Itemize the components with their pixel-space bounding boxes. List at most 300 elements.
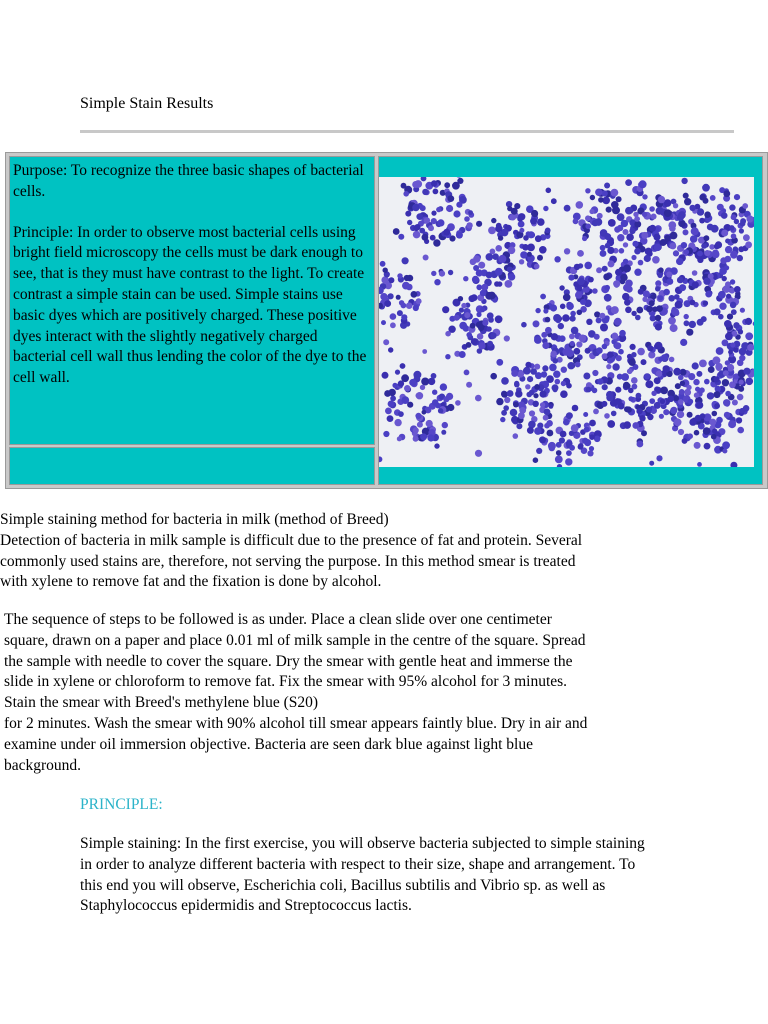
coccus-cell bbox=[560, 431, 567, 438]
purpose-principle-cell bbox=[9, 156, 375, 445]
coccus-cell bbox=[586, 387, 592, 393]
coccus-cell bbox=[405, 211, 411, 217]
coccus-cell bbox=[642, 297, 647, 302]
coccus-cell bbox=[384, 390, 391, 397]
coccus-cell bbox=[654, 377, 661, 384]
coccus-cell bbox=[655, 323, 662, 330]
coccus-cell bbox=[401, 183, 407, 189]
coccus-cell bbox=[549, 404, 554, 409]
coccus-cell bbox=[414, 180, 422, 188]
coccus-cell bbox=[431, 271, 436, 276]
coccus-cell bbox=[466, 382, 472, 388]
coccus-cell bbox=[688, 373, 695, 380]
coccus-cell bbox=[658, 295, 663, 300]
coccus-cell bbox=[734, 219, 739, 224]
coccus-cell bbox=[604, 413, 610, 419]
coccus-cell bbox=[645, 248, 653, 256]
coccus-cell bbox=[475, 450, 482, 457]
coccus-cell bbox=[584, 427, 590, 433]
coccus-cell bbox=[495, 315, 503, 323]
coccus-cell bbox=[525, 384, 530, 389]
coccus-cell bbox=[511, 370, 518, 377]
coccus-cell bbox=[712, 428, 717, 433]
coccus-cell bbox=[427, 434, 434, 441]
coccus-cell bbox=[561, 381, 566, 386]
coccus-cell bbox=[463, 276, 468, 281]
coccus-cell bbox=[476, 284, 482, 290]
principle-line: this end you will observe, Escherichia coli, Bacillus subtilis and Vibrio sp. as well as bbox=[80, 876, 606, 894]
coccus-cell bbox=[543, 415, 549, 421]
coccus-cell bbox=[437, 219, 444, 226]
coccus-cell bbox=[693, 379, 699, 385]
coccus-cell bbox=[541, 371, 547, 377]
coccus-cell bbox=[522, 244, 529, 251]
coccus-cell bbox=[663, 365, 670, 372]
coccus-cell bbox=[684, 249, 689, 254]
coccus-cell bbox=[724, 412, 730, 418]
coccus-cell bbox=[599, 313, 605, 319]
coccus-cell bbox=[540, 391, 547, 398]
coccus-cell bbox=[704, 379, 710, 385]
coccus-cell bbox=[476, 269, 483, 276]
coccus-cell bbox=[545, 228, 551, 234]
coccus-cell bbox=[552, 384, 559, 391]
coccus-cell bbox=[535, 308, 540, 313]
coccus-cell bbox=[513, 402, 519, 408]
coccus-cell bbox=[383, 339, 389, 345]
coccus-cell bbox=[639, 180, 647, 188]
coccus-cell bbox=[411, 291, 418, 298]
coccus-cell bbox=[658, 356, 663, 361]
coccus-cell bbox=[546, 420, 553, 427]
coccus-cell bbox=[634, 221, 641, 228]
coccus-cell bbox=[703, 301, 708, 306]
coccus-cell bbox=[692, 270, 698, 276]
coccus-cell bbox=[456, 232, 463, 239]
coccus-cell bbox=[675, 383, 681, 389]
coccus-cell bbox=[558, 323, 564, 329]
coccus-cell bbox=[636, 393, 642, 399]
coccus-cell bbox=[421, 177, 427, 181]
coccus-cell bbox=[471, 338, 478, 345]
coccus-cell bbox=[602, 353, 608, 359]
coccus-cell bbox=[619, 330, 626, 337]
coccus-cell bbox=[592, 388, 598, 394]
coccus-cell bbox=[739, 408, 745, 414]
coccus-cell bbox=[576, 341, 582, 347]
coccus-cell bbox=[434, 443, 439, 448]
coccus-cell bbox=[618, 349, 624, 355]
coccus-cell bbox=[577, 250, 584, 257]
coccus-cell bbox=[563, 294, 571, 302]
coccus-cell bbox=[729, 204, 735, 210]
coccus-cell bbox=[490, 373, 497, 380]
coccus-cell bbox=[731, 309, 737, 315]
coccus-cell bbox=[617, 374, 623, 380]
coccus-cell bbox=[546, 188, 552, 194]
coccus-cell bbox=[431, 180, 437, 186]
coccus-cell bbox=[382, 372, 389, 379]
coccus-cell bbox=[616, 355, 622, 361]
coccus-cell bbox=[631, 255, 636, 260]
coccus-cell bbox=[562, 348, 570, 356]
coccus-cell bbox=[703, 427, 711, 435]
coccus-cell bbox=[550, 304, 557, 311]
coccus-cell bbox=[587, 450, 593, 456]
coccus-cell bbox=[674, 294, 680, 300]
coccus-cell bbox=[684, 300, 691, 307]
coccus-cell bbox=[438, 408, 443, 413]
coccus-cell bbox=[381, 320, 386, 325]
coccus-cell bbox=[611, 333, 618, 340]
coccus-cell bbox=[608, 260, 615, 267]
coccus-cell bbox=[627, 369, 633, 375]
principle-heading: PRINCIPLE: bbox=[80, 796, 163, 813]
coccus-cell bbox=[544, 409, 551, 416]
coccus-cell bbox=[566, 302, 574, 310]
coccus-cell bbox=[630, 344, 636, 350]
coccus-cell bbox=[663, 289, 670, 296]
coccus-cell bbox=[753, 321, 754, 326]
coccus-cell bbox=[694, 392, 700, 398]
coccus-cell bbox=[602, 344, 608, 350]
coccus-cell bbox=[637, 441, 644, 448]
coccus-cell bbox=[573, 348, 580, 355]
coccus-cell bbox=[613, 280, 620, 287]
coccus-cell bbox=[627, 208, 633, 214]
coccus-cell bbox=[695, 387, 700, 392]
coccus-cell bbox=[472, 276, 479, 283]
coccus-cell bbox=[575, 362, 581, 368]
coccus-cell bbox=[413, 305, 419, 311]
coccus-cell bbox=[656, 207, 664, 215]
coccus-cell bbox=[681, 178, 687, 184]
coccus-cell bbox=[579, 335, 587, 343]
coccus-cell bbox=[687, 412, 693, 418]
coccus-cell bbox=[611, 189, 619, 197]
coccus-cell bbox=[553, 314, 561, 322]
coccus-cell bbox=[714, 391, 721, 398]
coccus-cell bbox=[589, 420, 596, 427]
coccus-cell bbox=[623, 421, 631, 429]
coccus-cell bbox=[677, 277, 684, 284]
coccus-cell bbox=[496, 359, 503, 366]
coccus-cell bbox=[663, 409, 669, 415]
coccus-cell bbox=[592, 288, 598, 294]
coccus-cell bbox=[577, 286, 583, 292]
coccus-cell bbox=[413, 436, 419, 442]
coccus-cell bbox=[739, 380, 744, 385]
coccus-cell bbox=[476, 312, 481, 317]
coccus-cell bbox=[400, 363, 406, 369]
coccus-cell bbox=[596, 267, 602, 273]
steps-line: Stain the smear with Breed's methylene blue (S20) bbox=[4, 694, 319, 712]
coccus-cell bbox=[397, 273, 402, 278]
coccus-cell bbox=[642, 194, 647, 199]
coccus-cell bbox=[694, 442, 701, 449]
coccus-cell bbox=[668, 317, 676, 325]
coccus-cell bbox=[722, 441, 730, 449]
coccus-cell bbox=[621, 274, 628, 281]
coccus-cell bbox=[623, 242, 628, 247]
coccus-cell bbox=[679, 284, 686, 291]
coccus-cell bbox=[683, 193, 689, 199]
coccus-cell bbox=[397, 436, 402, 441]
results-table bbox=[5, 152, 768, 489]
coccus-cell bbox=[560, 390, 568, 398]
coccus-cell bbox=[646, 406, 652, 412]
coccus-cell bbox=[562, 314, 570, 322]
coccus-cell bbox=[619, 248, 625, 254]
coccus-cell bbox=[714, 403, 720, 409]
coccus-cell bbox=[388, 277, 394, 283]
coccus-cell bbox=[604, 294, 612, 302]
coccus-cell bbox=[722, 276, 727, 281]
steps-line: square, drawn on a paper and place 0.01 ml of milk sample in the centre of the square. Spread bbox=[4, 631, 586, 649]
coccus-cell bbox=[458, 296, 463, 301]
coccus-cell bbox=[574, 264, 580, 270]
horizontal-rule bbox=[80, 130, 734, 133]
coccus-cell bbox=[383, 431, 389, 437]
coccus-cell bbox=[723, 285, 731, 293]
coccus-cell bbox=[723, 399, 730, 406]
coccus-cell bbox=[626, 286, 633, 293]
coccus-cell bbox=[398, 380, 404, 386]
coccus-cell bbox=[445, 354, 450, 359]
coccus-cell bbox=[518, 412, 525, 419]
coccus-cell bbox=[731, 233, 737, 239]
coccus-cell bbox=[470, 323, 476, 329]
coccus-cell bbox=[656, 455, 662, 461]
coccus-cell bbox=[725, 333, 733, 341]
coccus-cell bbox=[513, 433, 519, 439]
coccus-cell bbox=[561, 367, 567, 373]
coccus-cell bbox=[510, 214, 517, 221]
coccus-cell bbox=[384, 300, 391, 307]
coccus-cell bbox=[742, 203, 748, 209]
breed-line: with xylene to remove fat and the fixation is done by alcohol. bbox=[0, 573, 382, 591]
coccus-cell bbox=[573, 218, 579, 224]
coccus-cell bbox=[636, 408, 642, 414]
coccus-cell bbox=[535, 235, 542, 242]
coccus-cell bbox=[730, 462, 737, 467]
coccus-cell bbox=[583, 373, 590, 380]
coccus-cell bbox=[740, 221, 746, 227]
steps-section bbox=[4, 610, 684, 776]
coccus-cell bbox=[629, 228, 635, 234]
coccus-cell bbox=[668, 295, 675, 302]
coccus-cell bbox=[628, 359, 635, 366]
coccus-cell bbox=[631, 377, 638, 384]
coccus-cell bbox=[555, 456, 563, 464]
coccus-cell bbox=[575, 291, 582, 298]
coccus-cell bbox=[644, 255, 651, 262]
micrograph-of-stained-cocci-icon bbox=[379, 177, 754, 467]
coccus-cell bbox=[390, 322, 396, 328]
coccus-cell bbox=[521, 322, 527, 328]
coccus-cell bbox=[687, 433, 693, 439]
coccus-cell bbox=[737, 360, 744, 367]
coccus-cell bbox=[725, 239, 730, 244]
coccus-cell bbox=[507, 390, 514, 397]
coccus-cell bbox=[617, 213, 625, 221]
coccus-cell bbox=[712, 250, 719, 257]
coccus-cell bbox=[498, 255, 506, 263]
coccus-cell bbox=[611, 306, 619, 314]
coccus-cell bbox=[464, 312, 470, 318]
coccus-cell bbox=[689, 321, 696, 328]
coccus-cell bbox=[738, 386, 744, 392]
coccus-cell bbox=[616, 196, 622, 202]
coccus-cell bbox=[426, 420, 433, 427]
coccus-cell bbox=[380, 261, 386, 267]
coccus-cell bbox=[678, 375, 684, 381]
coccus-cell bbox=[566, 383, 572, 389]
coccus-cell bbox=[566, 450, 572, 456]
coccus-cell bbox=[733, 322, 739, 328]
coccus-cell bbox=[487, 326, 492, 331]
coccus-cell bbox=[596, 347, 603, 354]
coccus-cell bbox=[533, 320, 540, 327]
coccus-cell bbox=[527, 427, 534, 434]
coccus-cell bbox=[417, 422, 423, 428]
coccus-cell bbox=[644, 374, 650, 380]
coccus-cell bbox=[584, 262, 592, 270]
principle-section bbox=[80, 834, 740, 917]
coccus-cell bbox=[594, 436, 601, 443]
coccus-cell bbox=[533, 457, 539, 463]
coccus-cell bbox=[404, 275, 410, 281]
coccus-cell bbox=[446, 393, 453, 400]
coccus-cell bbox=[490, 332, 496, 338]
coccus-cell bbox=[593, 409, 599, 415]
coccus-cell bbox=[737, 255, 743, 261]
coccus-cell bbox=[670, 407, 677, 414]
coccus-cell bbox=[667, 278, 674, 285]
coccus-cell bbox=[702, 184, 710, 192]
coccus-cell bbox=[433, 189, 439, 195]
coccus-cell bbox=[645, 380, 653, 388]
coccus-cell bbox=[670, 324, 678, 332]
coccus-cell bbox=[402, 257, 409, 264]
coccus-cell bbox=[481, 284, 488, 291]
coccus-cell bbox=[631, 311, 636, 316]
coccus-cell bbox=[415, 413, 421, 419]
coccus-cell bbox=[611, 411, 617, 417]
coccus-cell bbox=[401, 303, 407, 309]
coccus-cell bbox=[565, 458, 572, 465]
coccus-cell bbox=[394, 419, 401, 426]
coccus-cell bbox=[514, 382, 520, 388]
micrograph-cell bbox=[378, 156, 763, 485]
coccus-cell bbox=[677, 214, 684, 221]
coccus-cell bbox=[459, 308, 464, 313]
coccus-cell bbox=[708, 366, 715, 373]
coccus-cell bbox=[443, 229, 450, 236]
coccus-cell bbox=[746, 378, 754, 386]
coccus-cell bbox=[578, 444, 584, 450]
coccus-cell bbox=[564, 205, 571, 212]
document-title: Simple Stain Results bbox=[80, 95, 214, 112]
coccus-cell bbox=[722, 449, 727, 454]
coccus-cell bbox=[461, 303, 466, 308]
coccus-cell bbox=[716, 417, 723, 424]
coccus-cell bbox=[686, 329, 693, 336]
coccus-cell bbox=[466, 222, 472, 228]
coccus-cell bbox=[680, 339, 687, 346]
coccus-cell bbox=[721, 212, 728, 219]
coccus-cell bbox=[634, 248, 641, 255]
coccus-cell bbox=[557, 464, 562, 467]
coccus-cell bbox=[649, 398, 655, 404]
coccus-cell bbox=[743, 234, 750, 241]
coccus-cell bbox=[606, 391, 614, 399]
coccus-cell bbox=[501, 377, 509, 385]
coccus-cell bbox=[588, 277, 594, 283]
coccus-cell bbox=[691, 227, 699, 235]
coccus-cell bbox=[583, 412, 588, 417]
coccus-cell bbox=[729, 225, 734, 230]
coccus-cell bbox=[398, 411, 404, 417]
coccus-cell bbox=[379, 456, 382, 462]
coccus-cell bbox=[480, 307, 485, 312]
coccus-cell bbox=[540, 402, 545, 407]
coccus-cell bbox=[540, 294, 546, 300]
coccus-cell bbox=[534, 264, 540, 270]
coccus-cell bbox=[571, 327, 579, 335]
coccus-cell bbox=[712, 411, 718, 417]
breed-method-section bbox=[0, 510, 680, 593]
coccus-cell bbox=[651, 214, 657, 220]
coccus-cell bbox=[746, 215, 753, 222]
coccus-cell bbox=[416, 298, 422, 304]
coccus-cell bbox=[596, 317, 602, 323]
coccus-cell bbox=[736, 417, 742, 423]
coccus-cell bbox=[476, 221, 482, 227]
coccus-cell bbox=[660, 239, 667, 246]
coccus-cell bbox=[424, 217, 430, 223]
coccus-cell bbox=[547, 430, 554, 437]
coccus-cell bbox=[660, 387, 668, 395]
coccus-cell bbox=[560, 304, 566, 310]
coccus-cell bbox=[658, 196, 665, 203]
coccus-cell bbox=[569, 445, 575, 451]
coccus-cell bbox=[456, 177, 462, 178]
coccus-cell bbox=[675, 301, 683, 309]
coccus-cell bbox=[395, 370, 400, 375]
coccus-cell bbox=[649, 300, 655, 306]
coccus-cell bbox=[690, 300, 696, 306]
coccus-cell bbox=[567, 362, 574, 369]
coccus-cell bbox=[712, 356, 720, 364]
coccus-cell bbox=[600, 250, 607, 257]
coccus-cell bbox=[673, 203, 678, 208]
coccus-cell bbox=[585, 188, 590, 193]
coccus-cell bbox=[406, 302, 413, 309]
coccus-cell bbox=[447, 195, 454, 202]
coccus-cell bbox=[606, 364, 611, 369]
coccus-cell bbox=[734, 194, 740, 200]
coccus-cell bbox=[697, 251, 703, 257]
coccus-cell bbox=[614, 318, 622, 326]
coccus-cell bbox=[649, 225, 656, 232]
coccus-cell bbox=[674, 310, 680, 316]
coccus-cell bbox=[716, 347, 724, 355]
coccus-cell bbox=[455, 400, 461, 406]
coccus-cell bbox=[444, 182, 450, 188]
coccus-cell bbox=[436, 207, 441, 212]
coccus-cell bbox=[419, 228, 425, 234]
